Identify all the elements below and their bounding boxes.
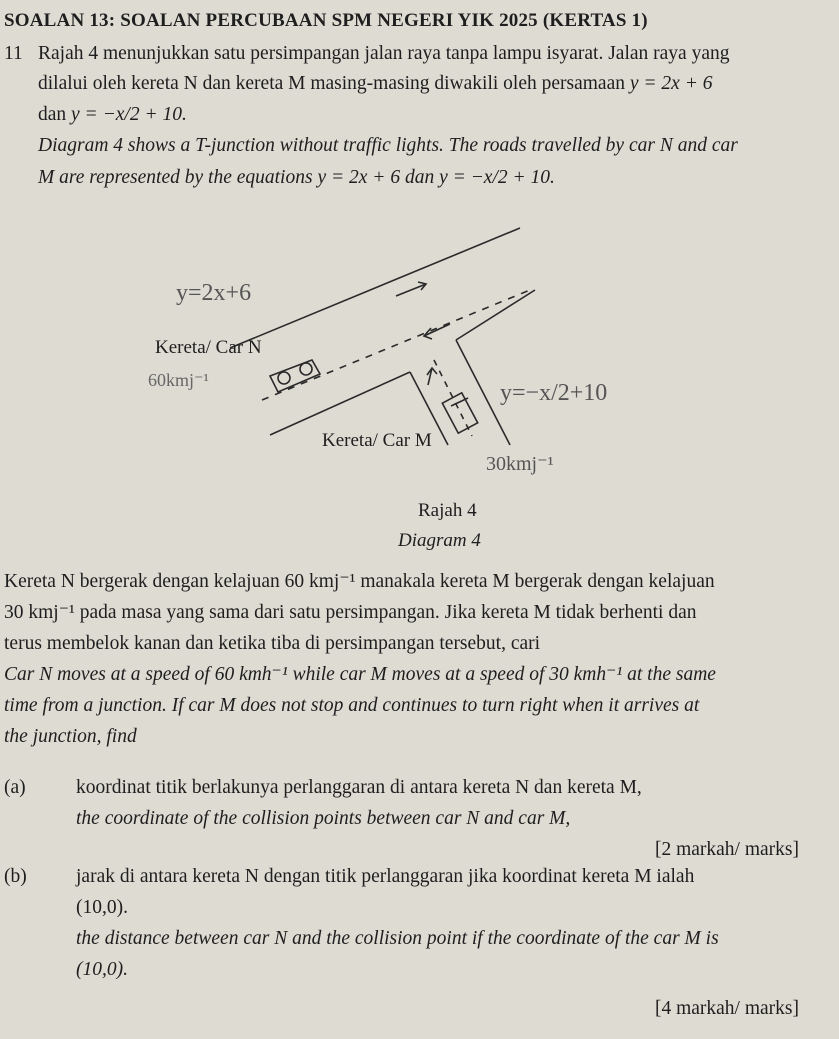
- intro-en-line-2: [38, 163, 555, 193]
- body-en-line-1: Car N moves at a speed of 60 kmh⁻¹ while car M moves at a speed of 30 kmh⁻¹ at the same: [4, 664, 716, 685]
- question-number: 11: [4, 43, 23, 64]
- body-ms-line-2: 30 kmj⁻¹ pada masa yang sama dari satu persimpangan. Jika kereta M tidak berhenti dan: [4, 602, 697, 623]
- main-road-lower-edge-right: [456, 290, 535, 340]
- intro-en-line-1: Diagram 4 shows a T-junction without traffic lights. The roads travelled by car N and car: [38, 135, 738, 156]
- part-b-ms-1: jarak di antara kereta N dengan titik perlanggaran jika koordinat kereta M ialah: [76, 866, 695, 887]
- body-ms-line-3: terus membelok kanan dan ketika tiba di persimpangan tersebut, cari: [4, 633, 541, 654]
- main-road-lower-edge-left: [270, 372, 410, 435]
- dan-text: dan: [38, 104, 67, 125]
- t-junction-diagram: [0, 200, 839, 560]
- main-road-upper-edge: [230, 228, 520, 348]
- part-b-ms-2: (10,0).: [76, 897, 128, 918]
- handwritten-eq-car-m: y=−x/2+10: [500, 380, 608, 406]
- part-b-label: (b): [4, 866, 27, 887]
- intro-ms-text: dilalui oleh kereta N dan kereta M masing-masing diwakili oleh persamaan: [38, 73, 625, 94]
- part-b-en-1: the distance between car N and the collision point if the coordinate of the car M is: [76, 928, 719, 949]
- equation-car-n: y = 2x + 6: [629, 73, 713, 94]
- handwritten-eq-car-n: y=2x+6: [176, 280, 252, 306]
- intro-ms-line-1: Rajah 4 menunjukkan satu persimpangan jalan raya tanpa lampu isyarat. Jalan raya yang: [38, 43, 730, 64]
- body-en-line-2: time from a junction. If car M does not stop and continues to turn right when it arrives at: [4, 695, 700, 716]
- part-a-en: the coordinate of the collision points between car N and car M,: [76, 808, 571, 829]
- handwritten-speed-car-n: 60kmj⁻¹: [148, 370, 209, 390]
- diagram-caption-en: Diagram 4: [398, 530, 481, 551]
- body-ms-line-1: Kereta N bergerak dengan kelajuan 60 kmj⁻¹ manakala kereta M bergerak dengan kelajuan: [4, 571, 715, 592]
- equation-car-m: y = −x/2 + 10.: [71, 104, 187, 125]
- arrow-left: [424, 324, 450, 336]
- dan-text-en: dan: [404, 167, 435, 188]
- intro-ms-line-2: [38, 69, 713, 99]
- part-a-ms: koordinat titik berlakunya perlanggaran di antara kereta N dan kereta M,: [76, 777, 642, 798]
- body-en-line-3: the junction, find: [4, 726, 137, 747]
- car-m-label: Kereta/ Car M: [322, 430, 432, 451]
- part-b-marks: [4 markah/ marks]: [654, 998, 799, 1019]
- main-road-center-line: [262, 290, 530, 400]
- equation-car-n-en: y = 2x + 6: [317, 167, 401, 188]
- car-n-label: Kereta/ Car N: [155, 337, 262, 358]
- page-title: SOALAN 13: SOALAN PERCUBAAN SPM NEGERI YIK 2025 (KERTAS 1): [4, 10, 648, 31]
- handwritten-speed-car-m: 30kmj⁻¹: [486, 453, 554, 475]
- diagram-caption-ms: Rajah 4: [418, 500, 477, 521]
- intro-en-text: M are represented by the equations: [38, 167, 313, 188]
- part-a-label: (a): [4, 777, 26, 798]
- part-a-marks: [2 markah/ marks]: [654, 839, 799, 860]
- car-n-icon: [270, 360, 320, 392]
- equation-car-m-en: y = −x/2 + 10.: [439, 167, 555, 188]
- car-m-icon: [442, 393, 477, 433]
- intro-ms-line-3: [38, 100, 187, 130]
- part-b-en-2: (10,0).: [76, 959, 128, 980]
